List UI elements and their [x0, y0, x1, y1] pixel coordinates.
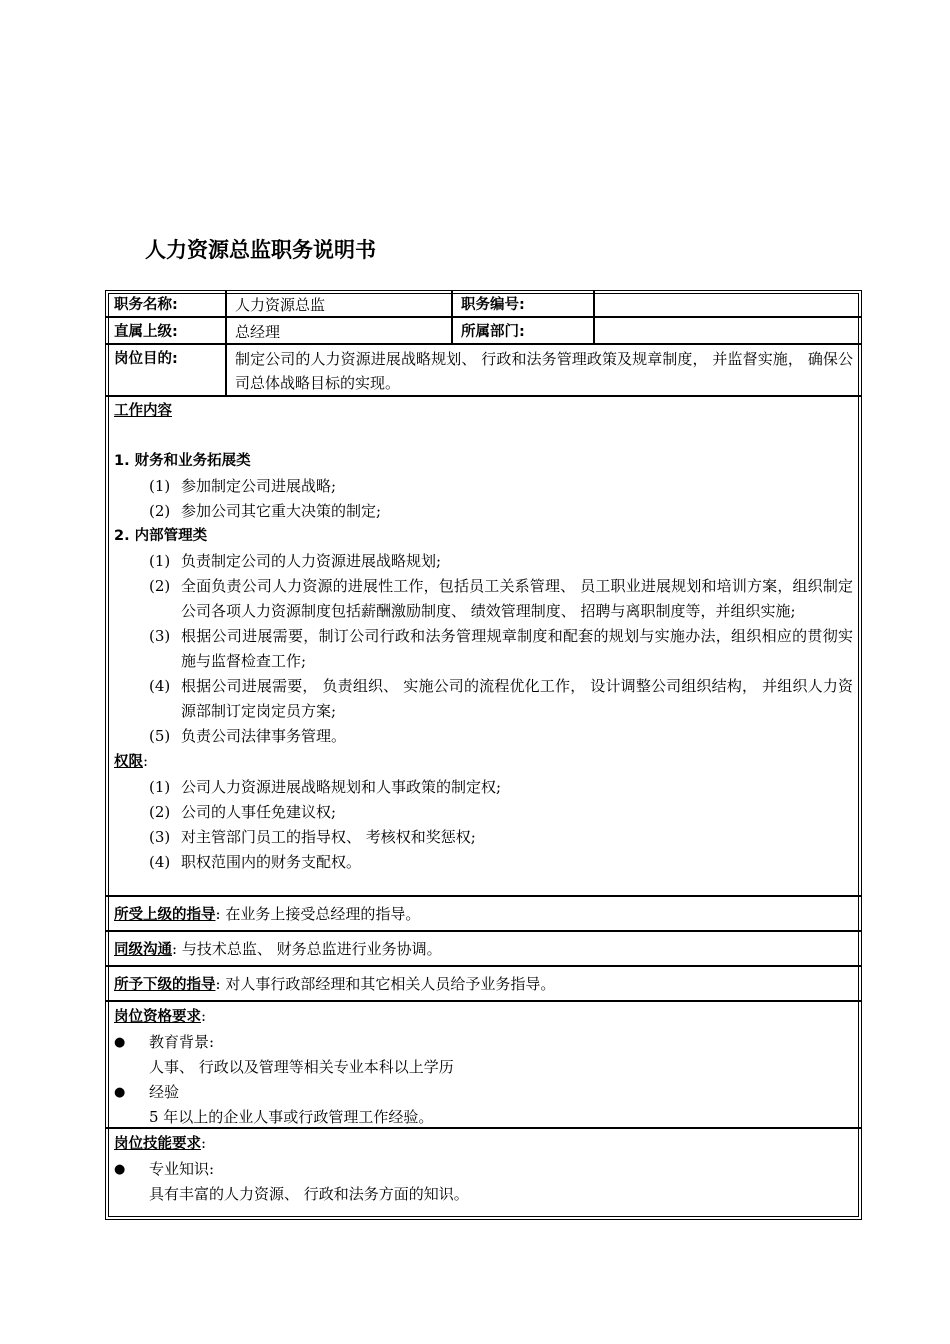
purpose-label: 岗位目的:: [106, 345, 227, 395]
bullet-icon: ●: [114, 1162, 126, 1177]
list-item: (1) 参加制定公司进展战略;: [149, 477, 337, 495]
row-peer-comm: [106, 932, 861, 967]
skills-label: 岗位技能要求: [114, 1136, 201, 1152]
superior-label: 直属上级:: [106, 318, 227, 343]
qualification-label: 岗位资格要求: [114, 1009, 201, 1025]
authority-heading: 权限:: [114, 752, 149, 770]
list-item: (2) 全面负责公司人力资源的进展性工作，包括员工关系管理、 员工职业进展规划和培训方案，组织制定公司各项人力资源制度包括薪酬激励制度、 绩效管理制度、 招聘与离职制度等，并组织实施;: [149, 577, 853, 620]
list-item: ● 专业知识:: [114, 1157, 853, 1182]
guidance-from-text: 在业务上接受总经理的指导。: [225, 905, 421, 923]
page-title: 人力资源总监职务说明书: [145, 238, 376, 262]
purpose-value: 制定公司的人力资源进展战略规划、 行政和法务管理政策及规章制度， 并监督实施， 确保公司总体战略目标的实现。: [235, 350, 853, 392]
list-item-detail: 人事、 行政以及管理等相关专业本科以上学历: [149, 1058, 454, 1076]
guidance-to-cell: 所予下级的指导: 对人事行政部经理和其它相关人员给予业务指导。: [114, 975, 556, 993]
list-item: (2) 公司的人事任免建议权;: [149, 803, 337, 821]
list-item: (2) 参加公司其它重大决策的制定;: [149, 502, 382, 520]
row-job-name: [106, 291, 861, 318]
list-item: (3) 对主管部门员工的指导权、 考核权和奖惩权;: [149, 828, 476, 846]
section-title: 1. 财务和业务拓展类: [114, 453, 251, 469]
skills-cell: 岗位技能要求: ● 专业知识: 具有丰富的人力资源、 行政和法务方面的知识。: [106, 1129, 861, 1219]
dept-label: 所属部门:: [453, 318, 595, 343]
row-skills: [106, 1129, 861, 1219]
row-purpose: [106, 345, 861, 397]
dept-value: [595, 318, 861, 343]
job-name-label: 职务名称:: [106, 291, 227, 316]
peer-comm-label: 同级沟通: [114, 942, 172, 958]
guidance-from-label: 所受上级的指导: [114, 907, 216, 923]
bullet-icon: ●: [114, 1035, 126, 1050]
list-item: (1) 负责制定公司的人力资源进展战略规划;: [149, 552, 442, 570]
list-item: (1) 公司人力资源进展战略规划和人事政策的制定权;: [149, 778, 502, 796]
bullet-icon: ●: [114, 1085, 126, 1100]
guidance-from-cell: 所受上级的指导: 在业务上接受总经理的指导。: [114, 905, 421, 923]
list-item: (3) 根据公司进展需要，制订公司行政和法务管理规章制度和配套的规划与实施办法，组织相应的贯彻实施与监督检查工作;: [149, 627, 853, 670]
superior-value: 总经理: [227, 318, 453, 343]
list-item-detail: 5 年以上的企业人事或行政管理工作经验。: [149, 1108, 434, 1126]
job-description-table: [105, 290, 862, 1220]
guidance-to-text: 对人事行政部经理和其它相关人员给予业务指导。: [225, 975, 556, 993]
work-heading: 工作内容: [114, 403, 172, 419]
section-title: 2. 内部管理类: [114, 528, 208, 544]
row-guidance-to: [106, 967, 861, 1002]
row-superior: [106, 318, 861, 345]
peer-comm-text: 与技术总监、 财务总监进行业务协调。: [181, 940, 442, 958]
qualification-cell: 岗位资格要求: ● 教育背景: 人事、 行政以及管理等相关专业本科以上学历 ● 经验 5 年以上的企业人事或行政管理工作经验。: [106, 1002, 861, 1127]
list-item: ● 经验: [114, 1080, 853, 1105]
guidance-to-label: 所予下级的指导: [114, 977, 216, 993]
list-item: (4) 根据公司进展需要， 负责组织、 实施公司的流程优化工作， 设计调整公司组织结构， 并组织人力资源部制订定岗定员方案;: [149, 677, 853, 720]
row-work-content: [106, 397, 861, 897]
job-code-label: 职务编号:: [453, 291, 595, 316]
row-qualification: [106, 1002, 861, 1129]
row-guidance-from: [106, 897, 861, 932]
list-item: (5) 负责公司法律事务管理。: [149, 727, 347, 745]
list-item: ● 教育背景:: [114, 1030, 853, 1055]
job-name-value: 人力资源总监: [227, 291, 453, 316]
job-code-value: [595, 291, 861, 316]
list-item-detail: 具有丰富的人力资源、 行政和法务方面的知识。: [149, 1185, 469, 1203]
peer-comm-cell: 同级沟通: 与技术总监、 财务总监进行业务协调。: [114, 940, 442, 958]
work-content-cell: [106, 397, 861, 895]
list-item: (4) 职权范围内的财务支配权。: [149, 853, 362, 871]
